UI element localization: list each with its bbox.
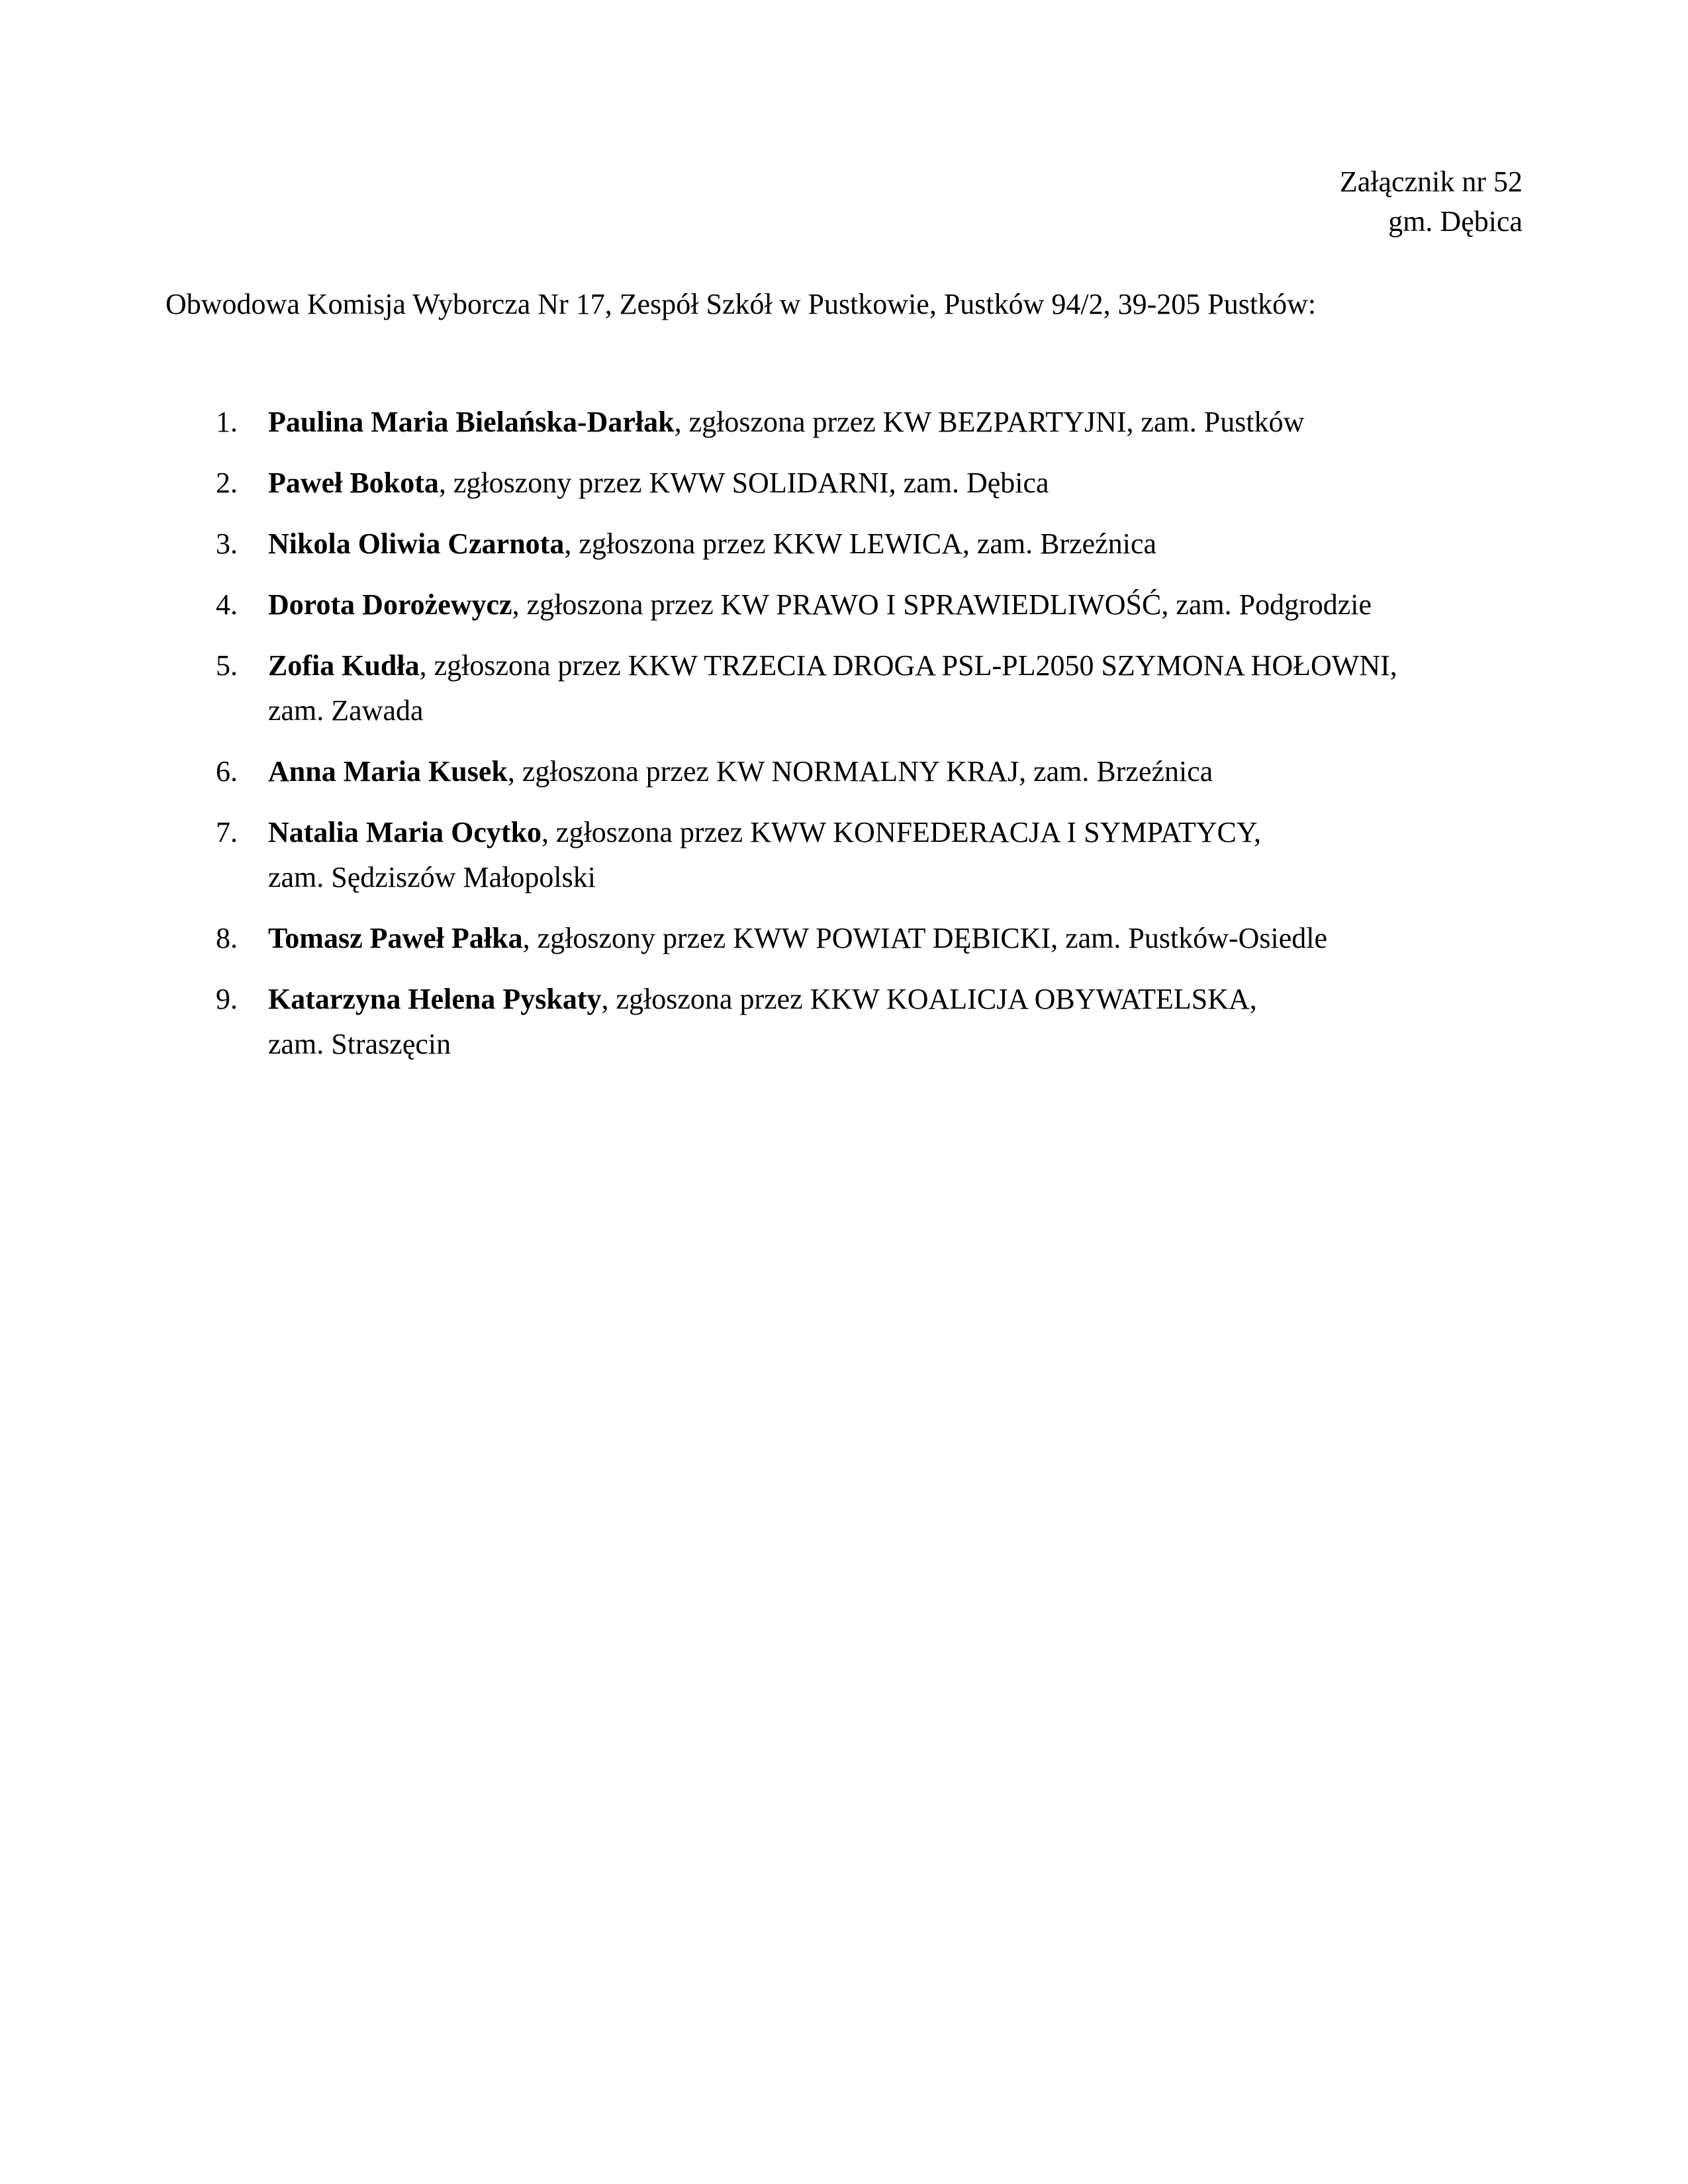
member-details: , zgłoszona przez KWW KONFEDERACJA I SYMPATYCY, [541,816,1261,848]
municipality-label: gm. Dębica [1388,205,1523,238]
member-name: Zofia Kudła [268,649,420,682]
item-number: 9. [216,983,238,1015]
item-number: 2. [216,467,238,499]
member-name: Tomasz Paweł Pałka [268,922,523,954]
member-name: Paweł Bokota [268,467,439,499]
member-details: , zgłoszona przez KW BEZPARTYJNI, zam. Pustków [674,406,1305,438]
member-name: Natalia Maria Ocytko [268,816,542,848]
list-item [165,977,1523,1067]
attachment-number: Załącznik nr 52 [1339,165,1523,198]
list-item [165,916,1523,961]
member-details: , zgłoszona przez KW PRAWO I SPRAWIEDLIWOŚĆ, zam. Podgrodzie [512,588,1372,621]
members-list [165,400,1523,1083]
member-name: Paulina Maria Bielańska-Darłak [268,406,675,438]
list-item [165,749,1523,794]
member-residence: zam. Straszęcin [268,1028,451,1060]
member-details: , zgłoszona przez KW NORMALNY KRAJ, zam. Brzeźnica [507,755,1213,788]
member-residence: zam. Zawada [268,694,424,727]
item-number: 8. [216,922,238,954]
item-number: 1. [216,406,238,438]
list-item [165,582,1523,627]
list-item [165,400,1523,445]
member-name: Katarzyna Helena Pyskaty [268,983,602,1015]
member-name: Dorota Dorożewycz [268,588,512,621]
commission-title: Obwodowa Komisja Wyborcza Nr 17, Zespół Szkół w Pustkowie, Pustków 94/2, 39-205 Pustków: [165,288,1317,320]
member-name: Anna Maria Kusek [268,755,508,788]
item-number: 7. [216,816,238,848]
item-number: 3. [216,527,238,560]
list-item [165,461,1523,506]
attachment-header [1340,162,1523,242]
member-residence: zam. Sędziszów Małopolski [268,861,596,893]
member-details: , zgłoszona przez KKW TRZECIA DROGA PSL-PL2050 SZYMONA HOŁOWNI, [419,649,1397,682]
item-number: 4. [216,588,238,621]
list-item [165,522,1523,567]
list-item [165,810,1523,900]
member-details: , zgłoszony przez KWW POWIAT DĘBICKI, zam. Pustków-Osiedle [522,922,1328,954]
item-number: 5. [216,649,238,682]
member-name: Nikola Oliwia Czarnota [268,527,565,560]
member-details: , zgłoszony przez KWW SOLIDARNI, zam. Dębica [438,467,1049,499]
list-item [165,643,1523,733]
item-number: 6. [216,755,238,788]
member-details: , zgłoszona przez KKW LEWICA, zam. Brzeźnica [564,527,1157,560]
member-details: , zgłoszona przez KKW KOALICJA OBYWATELSKA, [601,983,1257,1015]
